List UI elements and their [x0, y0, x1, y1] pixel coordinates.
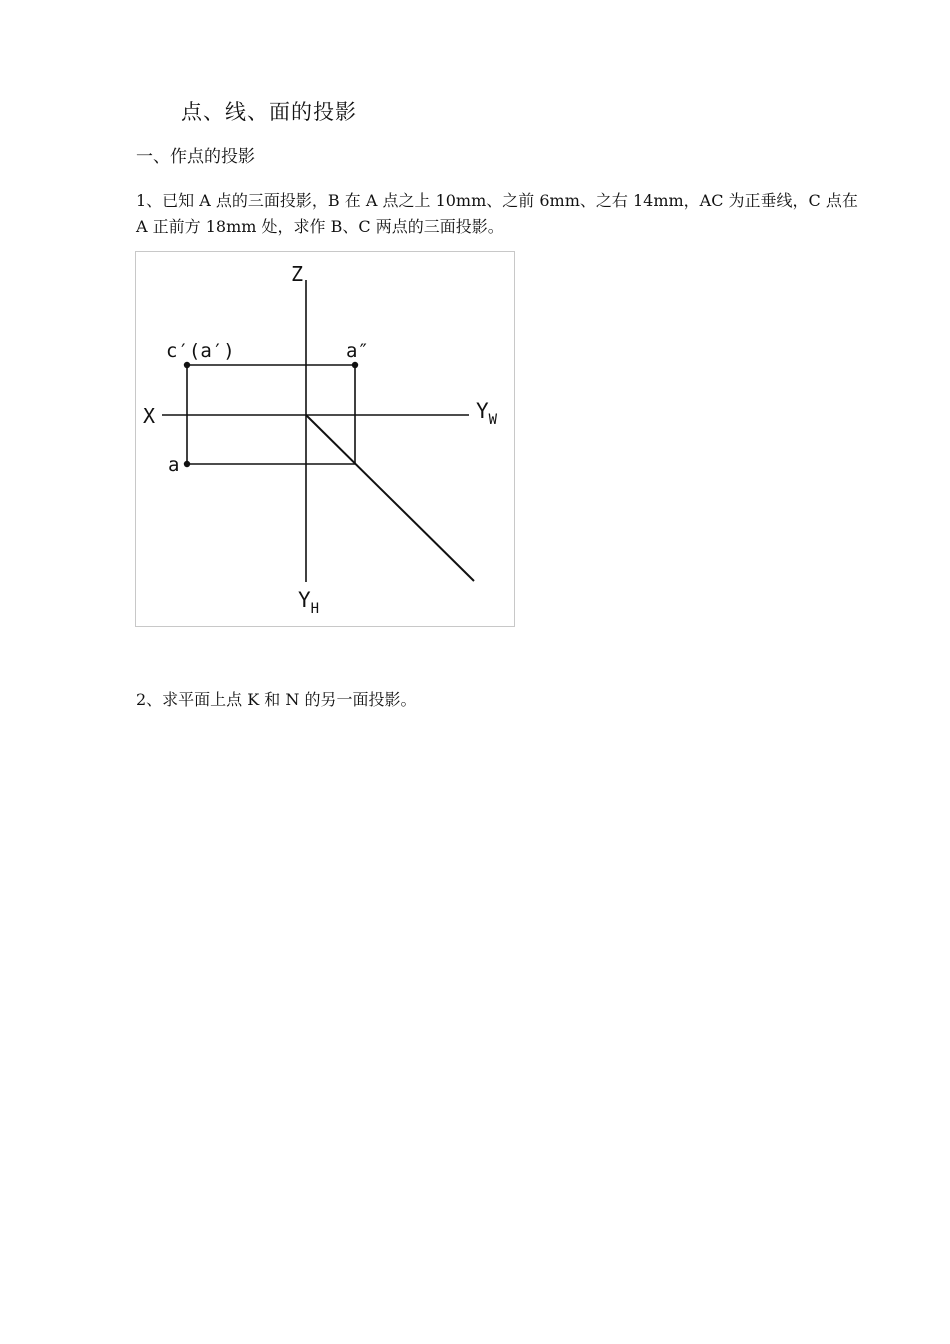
- section-heading: 一、作点的投影: [136, 147, 255, 167]
- projection-figure: [135, 251, 515, 627]
- label-yh-sub: H: [310, 601, 320, 617]
- point-c-prime: [184, 362, 190, 368]
- label-c-prime-a-prime: c′(a′): [166, 340, 235, 362]
- problem-2-text: 2、求平面上点 K 和 N 的另一面投影。: [136, 690, 417, 709]
- label-a-double-prime: a″: [346, 340, 369, 362]
- point-a-double-prime: [352, 362, 358, 368]
- label-yh-main: Y: [298, 588, 311, 612]
- label-yw-main: Y: [476, 399, 489, 423]
- page-title: 点、线、面的投影: [181, 100, 357, 124]
- label-a: a: [168, 454, 180, 476]
- label-z: Z: [291, 262, 304, 286]
- label-yw-sub: W: [488, 412, 498, 428]
- label-yh: [298, 588, 319, 617]
- point-a: [184, 461, 190, 467]
- problem-1-text: 1、已知 A 点的三面投影，B 在 A 点之上 10mm、之前 6mm、之右 14mm，AC 为正垂线，C 点在 A 正前方 18mm 处，求作 B、C 两点的三面投影。: [136, 191, 858, 236]
- label-yw: [476, 399, 498, 428]
- diagonal-45-line: [306, 415, 474, 581]
- projection-diagram: [136, 252, 514, 626]
- label-x: X: [143, 404, 156, 428]
